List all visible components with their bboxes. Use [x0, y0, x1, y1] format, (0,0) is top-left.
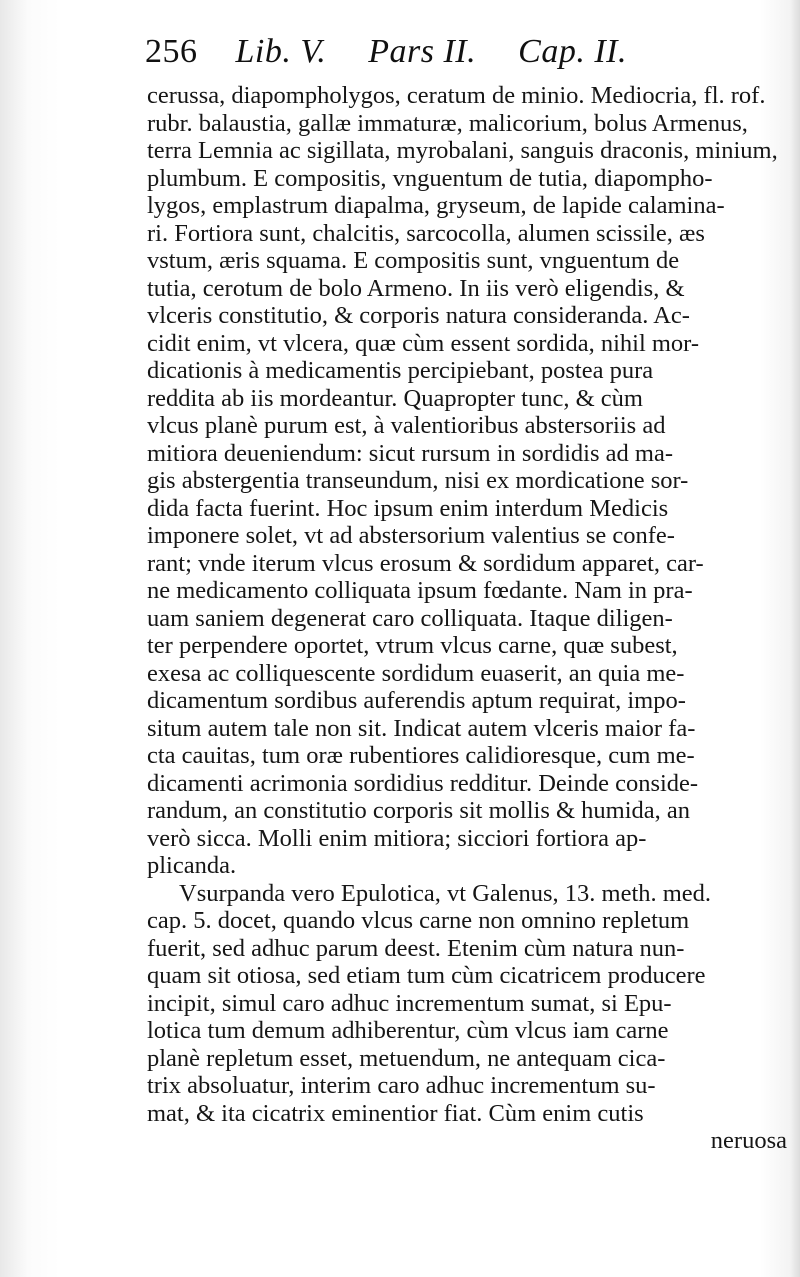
- text-line: incipit, simul caro adhuc incrementum sumat, si Epu-: [147, 989, 672, 1017]
- text-line: quam sit otiosa, sed etiam tum cùm cicatricem producere: [147, 962, 706, 989]
- book-label: Lib. V.: [235, 33, 327, 70]
- text-line: dicamenti acrimonia sordidius redditur. Deinde conside-: [147, 769, 699, 797]
- text-line: vstum, æris squama. E compositis sunt, vnguentum de: [147, 247, 680, 274]
- text-line: imponere solet, vt ad abstersorium valentius se confe-: [147, 522, 675, 549]
- text-line: plumbum. E compositis, vnguentum de tutia, diapompho-: [147, 164, 713, 192]
- paragraph-start-line: Vsurpanda vero Epulotica, vt Galenus, 13. meth. med.: [179, 879, 712, 907]
- text-line: dida facta fuerint. Hoc ipsum enim interdum Medicis: [147, 494, 669, 522]
- text-line: planè repletum esset, metuendum, ne antequam cica-: [147, 1044, 666, 1072]
- text-line: vlceris constitutio, & corporis natura consideranda. Ac-: [147, 302, 690, 329]
- text-line: mat, & ita cicatrix eminentior fiat. Cùm enim cutis: [147, 1099, 644, 1127]
- text-line: rubr. balaustia, gallæ immaturæ, malicorium, bolus Armenus,: [147, 109, 748, 137]
- text-line: verò sicca. Molli enim mitiora; sicciori fortiora ap-: [147, 824, 647, 852]
- text-line: trix absoluatur, interim caro adhuc incrementum su-: [147, 1072, 656, 1099]
- body-text: [147, 82, 787, 1262]
- text-line: cidit enim, vt vlcera, quæ cùm essent sordida, nihil mor-: [147, 329, 700, 357]
- text-line: dicationis à medicamentis percipiebant, postea pura: [147, 357, 654, 384]
- text-line: terra Lemnia ac sigillata, myrobalani, sanguis draconis, minium,: [147, 137, 778, 164]
- text-line: ri. Fortiora sunt, chalcitis, sarcocolla, alumen scissile, æs: [147, 219, 705, 247]
- text-line: lotica tum demum adhiberentur, cùm vlcus iam carne: [147, 1017, 669, 1044]
- page-number: 256: [145, 33, 198, 70]
- text-line: ne medicamento colliquata ipsum fœdante. Nam in pra-: [147, 577, 693, 604]
- text-line: cta cauitas, tum oræ rubentiores calidioresque, cum me-: [147, 742, 695, 769]
- text-line: fuerit, sed adhuc parum deest. Etenim cùm natura nun-: [147, 934, 685, 962]
- text-line: gis abstergentia transeundum, nisi ex mordicatione sor-: [147, 467, 689, 494]
- text-line: plicanda.: [147, 852, 237, 879]
- text-line: tutia, cerotum de bolo Armeno. In iis verò eligendis, &: [147, 274, 685, 302]
- text-line: rant; vnde iterum vlcus erosum & sordidum apparet, car-: [147, 549, 704, 577]
- text-line: reddita ab iis mordeantur. Quapropter tunc, & cùm: [147, 384, 643, 412]
- text-line: vlcus planè purum est, à valentioribus abstersoriis ad: [147, 412, 666, 439]
- part-label: Pars II.: [368, 33, 477, 70]
- text-line: mitiora deueniendum: sicut rursum in sordidis ad ma-: [147, 439, 673, 467]
- text-line: situm autem tale non sit. Indicat autem vlceris maior fa-: [147, 714, 696, 742]
- text-line: cerussa, diapompholygos, ceratum de minio. Mediocria, fl. rof.: [147, 82, 766, 109]
- text-line: dicamentum sordibus auferendis aptum requirat, impo-: [147, 687, 686, 714]
- chapter-label: Cap. II.: [518, 33, 627, 70]
- text-line: cap. 5. docet, quando vlcus carne non omnino repletum: [147, 907, 690, 934]
- catchword: neruosa: [710, 1127, 787, 1154]
- text-line: lygos, emplastrum diapalma, gryseum, de lapide calamina-: [147, 192, 725, 219]
- text-line: uam saniem degenerat caro colliquata. Itaque diligen-: [147, 604, 673, 632]
- running-head: [145, 33, 765, 75]
- text-line: ter perpendere oportet, vtrum vlcus carne, quæ subest,: [147, 632, 678, 659]
- text-line: randum, an constitutio corporis sit mollis & humida, an: [147, 797, 691, 824]
- text-line: exesa ac colliquescente sordidum euaserit, an quia me-: [147, 659, 685, 687]
